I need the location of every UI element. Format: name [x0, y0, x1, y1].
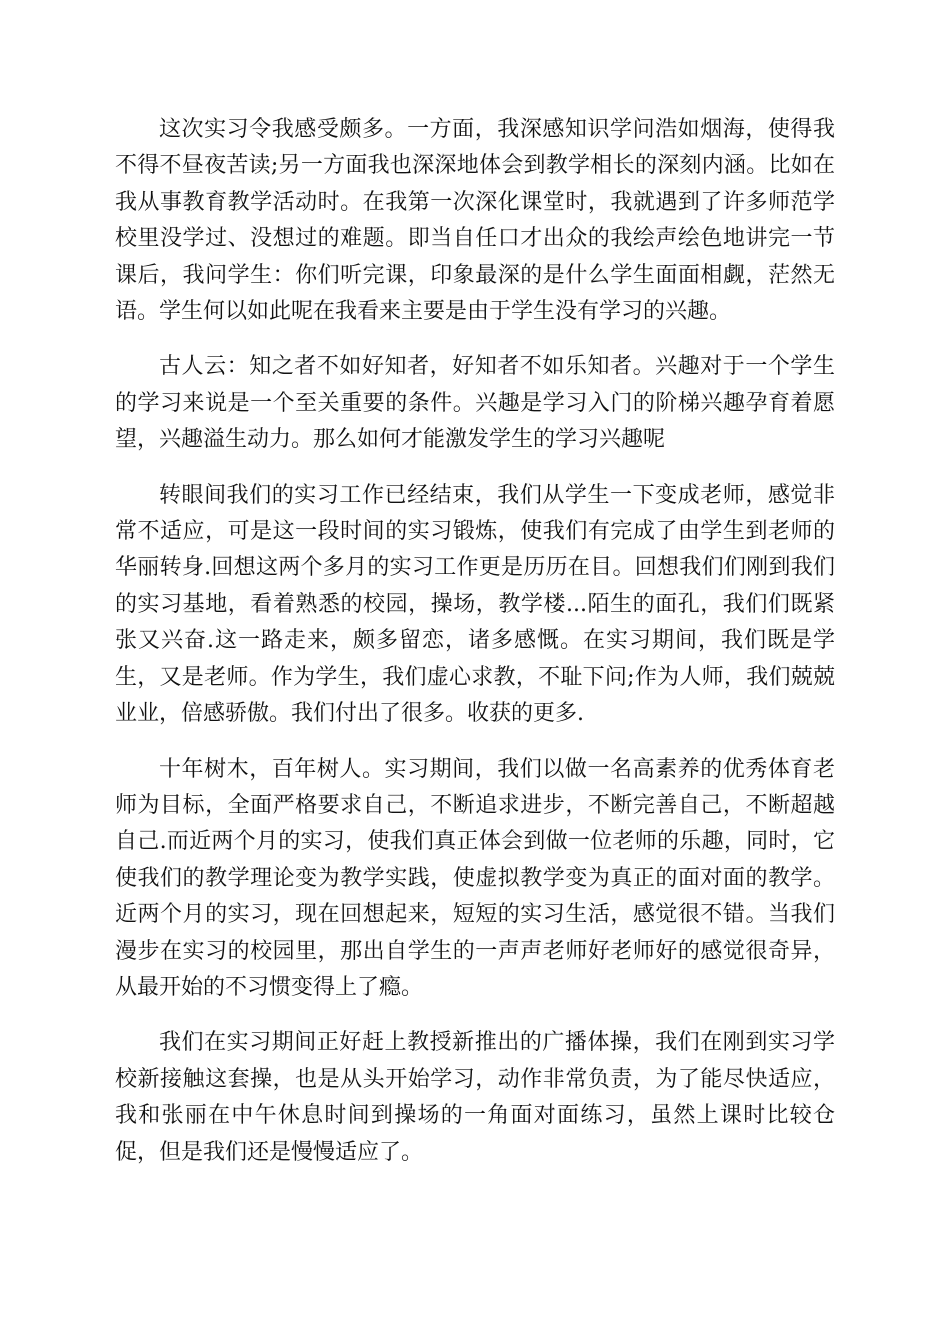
paragraph: 我们在实习期间正好赶上教授新推出的广播体操，我们在刚到实习学校新接触这套操，也是从头开始学习，动作非常负责，为了能尽快适应，我和张丽在中午休息时间到操场的一角面对面练习，虽然上课时比较仓促，但是我们还是慢慢适应了。 — [115, 1030, 835, 1165]
document-body — [115, 112, 835, 1190]
paragraph: 十年树木，百年树人。实习期间，我们以做一名高素养的优秀体育老师为目标，全面严格要求自己，不断追求进步，不断完善自己，不断超越自己.而近两个月的实习，使我们真正体会到做一位老师的乐趣，同时，它使我们的教学理论变为教学实践，使虚拟教学变为真正的面对面的教学。近两个月的实习，现在回想起来，短短的实习生活，感觉很不错。当我们漫步在实习的校园里，那出自学生的一声声老师好老师好的感觉很奇异，从最开始的不习惯变得上了瘾。 — [115, 756, 835, 1000]
paragraph: 古人云：知之者不如好知者，好知者不如乐知者。兴趣对于一个学生的学习来说是一个至关重要的条件。兴趣是学习入门的阶梯兴趣孕育着愿望，兴趣溢生动力。那么如何才能激发学生的学习兴趣呢 — [115, 354, 835, 453]
paragraph: 这次实习令我感受颇多。一方面，我深感知识学问浩如烟海，使得我不得不昼夜苦读;另一方面我也深深地体会到教学相长的深刻内涵。比如在我从事教育教学活动时。在我第一次深化课堂时，我就遇到了许多师范学校里没学过、没想过的难题。即当自任口才出众的我绘声绘色地讲完一节课后，我问学生：你们听完课，印象最深的是什么学生面面相觑，茫然无语。学生何以如此呢在我看来主要是由于学生没有学习的兴趣。 — [115, 117, 835, 325]
paragraph: 转眼间我们的实习工作已经结束，我们从学生一下变成老师，感觉非常不适应，可是这一段时间的实习锻炼，使我们有完成了由学生到老师的华丽转身.回想这两个多月的实习工作更是历历在目。回想我们们刚到我们的实习基地，看着熟悉的校园，操场，教学楼...陌生的面孔，我们们既紧张又兴奋.这一路走来，颇多留恋，诸多感慨。在实习期间，我们既是学生，又是老师。作为学生，我们虚心求教，不耻下问;作为人师，我们兢兢业业，倍感骄傲。我们付出了很多。收获的更多. — [115, 482, 835, 727]
